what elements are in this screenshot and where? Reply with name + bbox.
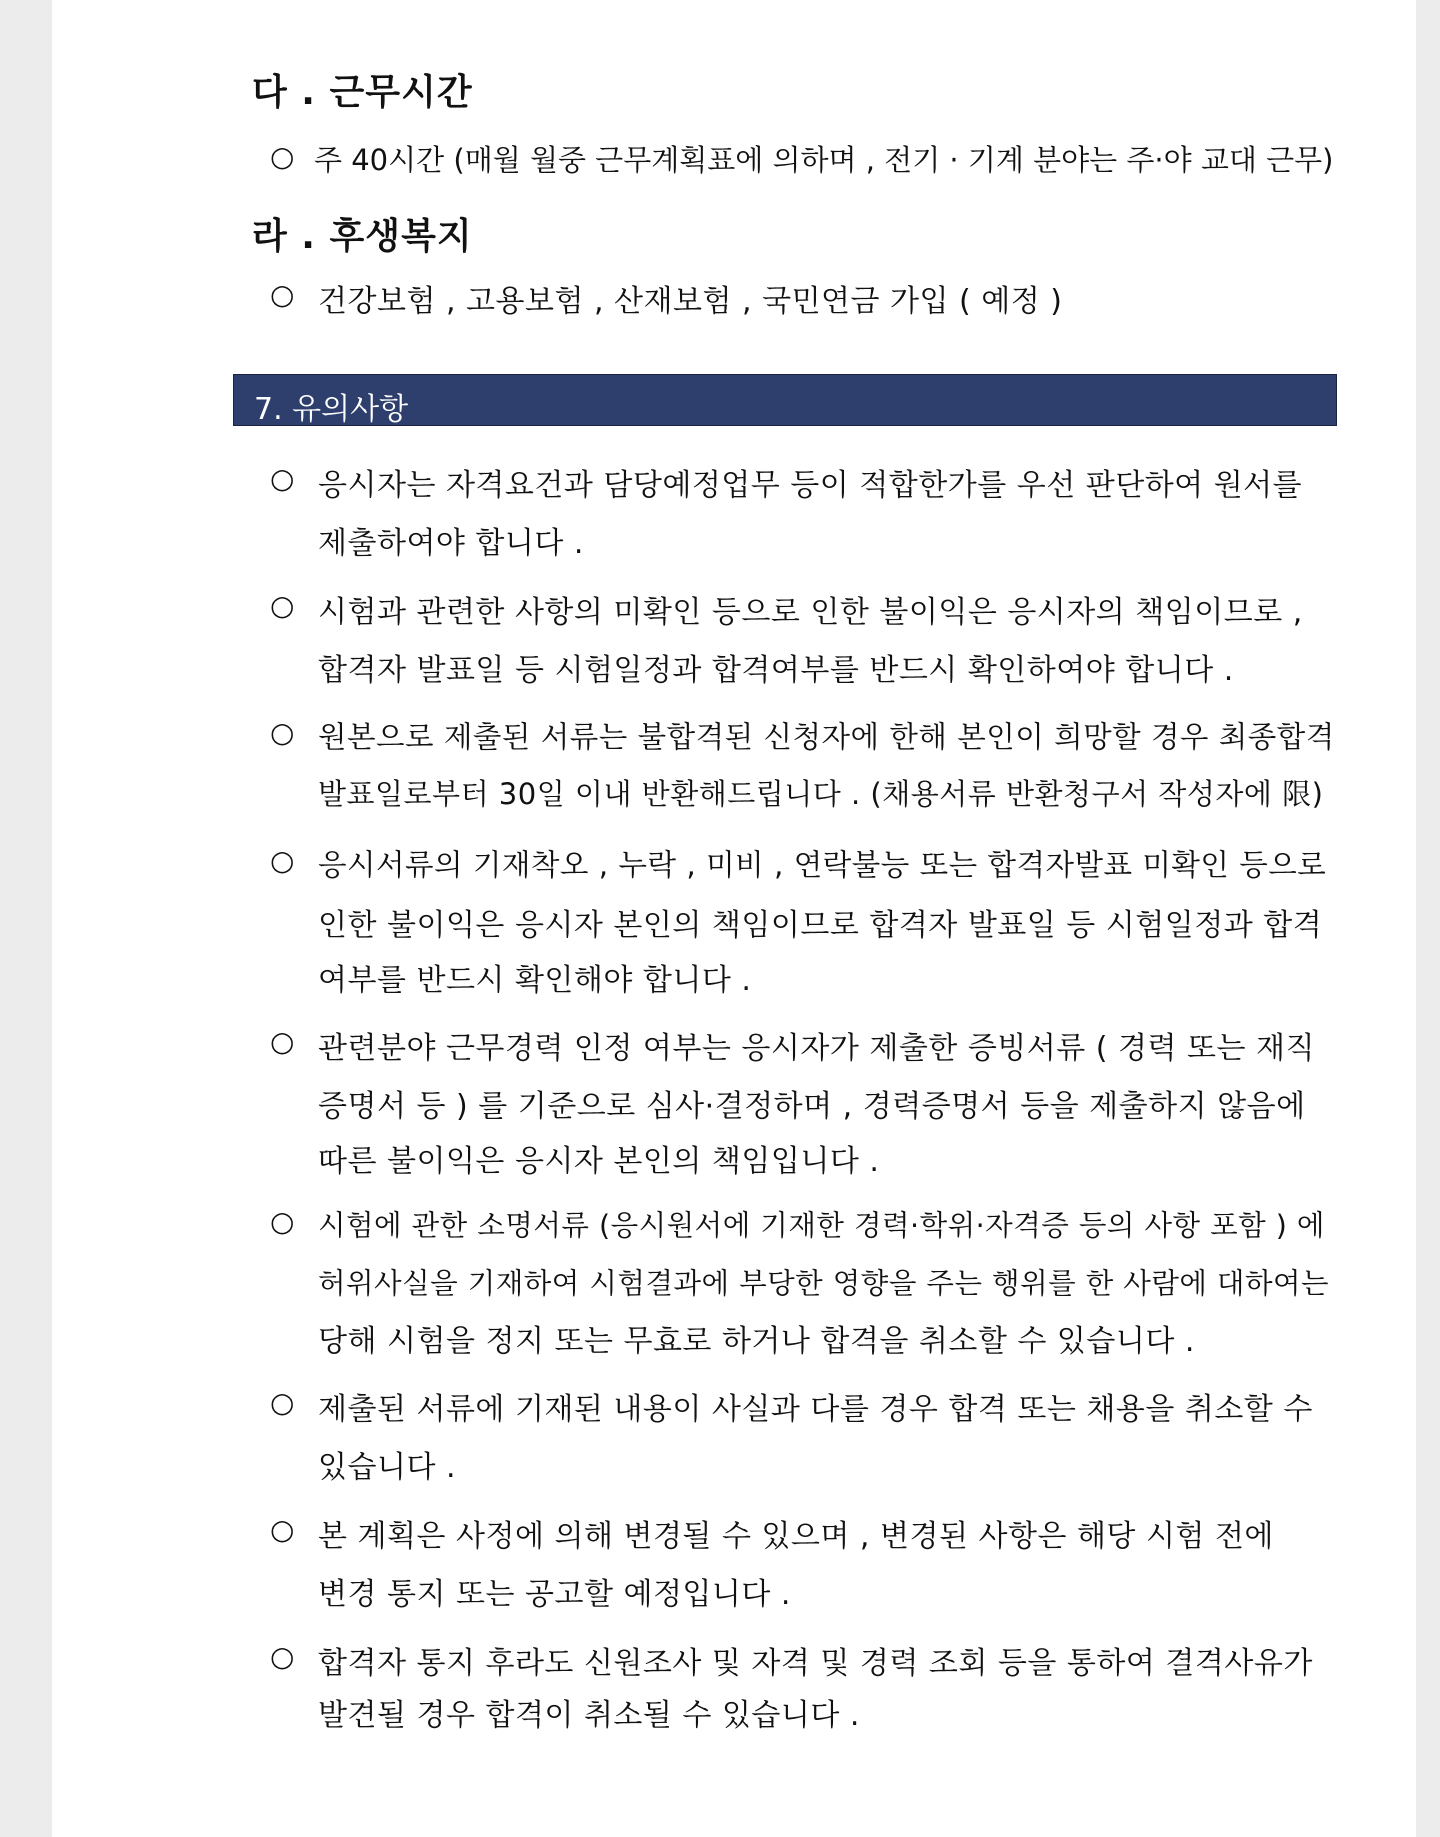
note-line: 허위사실을 기재하여 시험결과에 부당한 영향을 주는 행위를 한 사람에 대하여는 <box>318 1267 1330 1300</box>
note-line: 당해 시험을 정지 또는 무효로 하거나 합격을 취소할 수 있습니다 . <box>318 1324 1195 1359</box>
note-line: 제출된 서류에 기재된 내용이 사실과 다를 경우 합격 또는 채용을 취소할 수 <box>318 1392 1313 1427</box>
bullet-icon: ○ <box>270 716 295 749</box>
note-line: 시험에 관한 소명서류 (응시원서에 기재한 경력·학위·자격증 등의 사항 포함 ) 에 <box>318 1209 1325 1242</box>
note-line: 있습니다 . <box>318 1450 456 1485</box>
working-hours-text: 주 40시간 (매월 월중 근무계획표에 의하며 , 전기 · 기계 분야는 주·야 교대 근무) <box>314 143 1334 177</box>
note-line: 발견될 경우 합격이 취소될 수 있습니다 . <box>318 1698 860 1733</box>
heading-welfare: 라 . 후생복지 <box>252 216 473 257</box>
note-line: 응시자는 자격요건과 담당예정업무 등이 적합한가를 우선 판단하여 원서를 <box>318 468 1303 503</box>
welfare-text: 건강보험 , 고용보험 , 산재보험 , 국민연금 가입 ( 예정 ) <box>318 284 1063 319</box>
bullet-icon: ○ <box>270 844 295 877</box>
note-line: 변경 통지 또는 공고할 예정입니다 . <box>318 1577 791 1612</box>
note-line: 증명서 등 ) 를 기준으로 심사·결정하며 , 경력증명서 등을 제출하지 않음에 <box>318 1089 1306 1124</box>
note-line: 따른 불이익은 응시자 본인의 책임입니다 . <box>318 1144 880 1179</box>
note-line: 응시서류의 기재착오 , 누락 , 미비 , 연락불능 또는 합격자발표 미확인 등으로 <box>318 848 1327 882</box>
heading-working-hours: 다 . 근무시간 <box>252 72 473 113</box>
note-line: 인한 불이익은 응시자 본인의 책임이므로 합격자 발표일 등 시험일정과 합격 <box>318 908 1323 943</box>
note-line: 합격자 통지 후라도 신원조사 및 자격 및 경력 조회 등을 통하여 결격사유가 <box>318 1646 1313 1681</box>
note-line: 원본으로 제출된 서류는 불합격된 신청자에 한해 본인이 희망할 경우 최종합격 <box>318 720 1335 754</box>
bullet-icon: ○ <box>270 1025 295 1058</box>
bullet-icon: ○ <box>270 1386 295 1419</box>
document-page <box>52 0 1416 1837</box>
note-line: 제출하여야 합니다 . <box>318 526 584 561</box>
bullet-icon: ○ <box>270 462 295 495</box>
note-line: 발표일로부터 30일 이내 반환해드립니다 . (채용서류 반환청구서 작성자에 限) <box>318 777 1324 811</box>
note-line: 시험과 관련한 사항의 미확인 등으로 인한 불이익은 응시자의 책임이므로 , <box>318 595 1303 630</box>
section-title: 7. 유의사항 <box>254 392 409 427</box>
bullet-icon: ○ <box>270 1205 295 1238</box>
bullet-icon: ○ <box>270 589 295 622</box>
bullet-icon: ○ <box>270 1513 295 1546</box>
note-line: 여부를 반드시 확인해야 합니다 . <box>318 963 752 998</box>
note-line: 관련분야 근무경력 인정 여부는 응시자가 제출한 증빙서류 ( 경력 또는 재직 <box>318 1031 1315 1066</box>
bullet-icon: ○ <box>270 278 295 311</box>
note-line: 본 계획은 사정에 의해 변경될 수 있으며 , 변경된 사항은 해당 시험 전에 <box>318 1519 1274 1554</box>
note-line: 합격자 발표일 등 시험일정과 합격여부를 반드시 확인하여야 합니다 . <box>318 653 1234 688</box>
section-header-bar <box>233 374 1337 426</box>
bullet-icon: ○ <box>270 1640 295 1673</box>
bullet-icon: ○ <box>270 140 295 173</box>
